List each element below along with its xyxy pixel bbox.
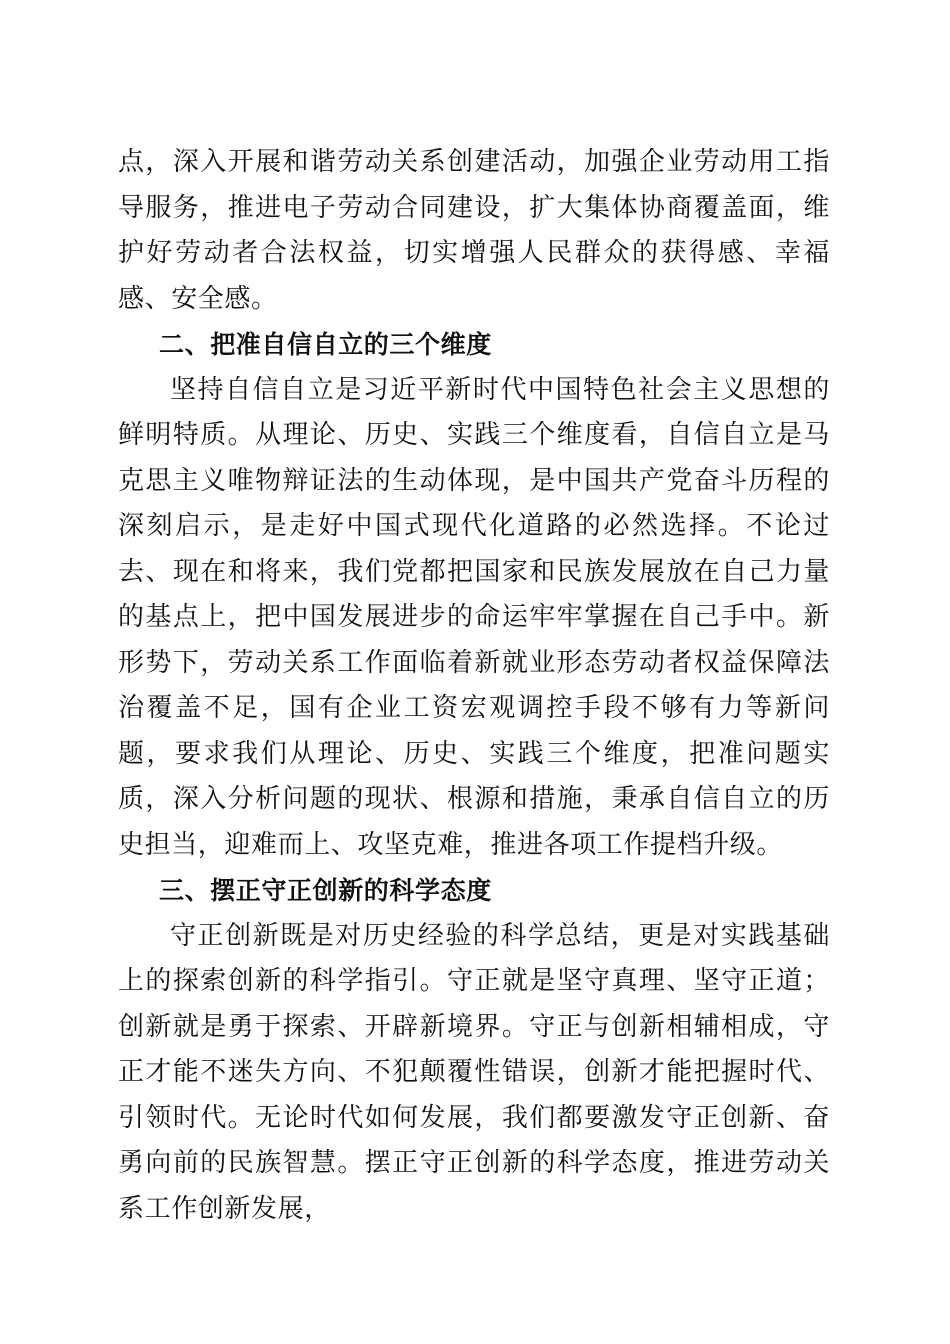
- section-heading-2: 二、把准自信自立的三个维度: [159, 330, 492, 359]
- section-heading-3: 三、摆正守正创新的科学态度: [159, 876, 492, 905]
- document-body: [118, 140, 830, 1232]
- paragraph-continuation: 点，深入开展和谐劳动关系创建活动，加强企业劳动用工指导服务，推进电子劳动合同建设，扩大集体协商覆盖面，维护好劳动者合法权益，切实增强人民群众的获得感、幸福感、安全感。: [118, 147, 830, 314]
- section-3-body: 守正创新既是对历史经验的科学总结，更是对实践基础上的探索创新的科学指引。守正就是坚守真理、坚守正道；创新就是勇于探索、开辟新境界。守正与创新相辅相成，守正才能不迷失方向、不犯颠覆性错误，创新才能把握时代、引领时代。无论时代如何发展，我们都要激发守正创新、奋勇向前的民族智慧。摆正守正创新的科学态度，推进劳动关系工作创新发展，: [118, 920, 830, 1224]
- section-2-body: 坚持自信自立是习近平新时代中国特色社会主义思想的鲜明特质。从理论、历史、实践三个维度看，自信自立是马克思主义唯物辩证法的生动体现，是中国共产党奋斗历程的深刻启示，是走好中国式现代化道路的必然选择。不论过去、现在和将来，我们党都把国家和民族发展放在自己力量的基点上，把中国发展进步的命运牢牢掌握在自己手中。新形势下，劳动关系工作面临着新就业形态劳动者权益保障法治覆盖不足，国有企业工资宏观调控手段不够有力等新问题，要求我们从理论、历史、实践三个维度，把准问题实质，深入分析问题的现状、根源和措施，秉承自信自立的历史担当，迎难而上、攻坚克难，推进各项工作提档升级。: [118, 374, 830, 860]
